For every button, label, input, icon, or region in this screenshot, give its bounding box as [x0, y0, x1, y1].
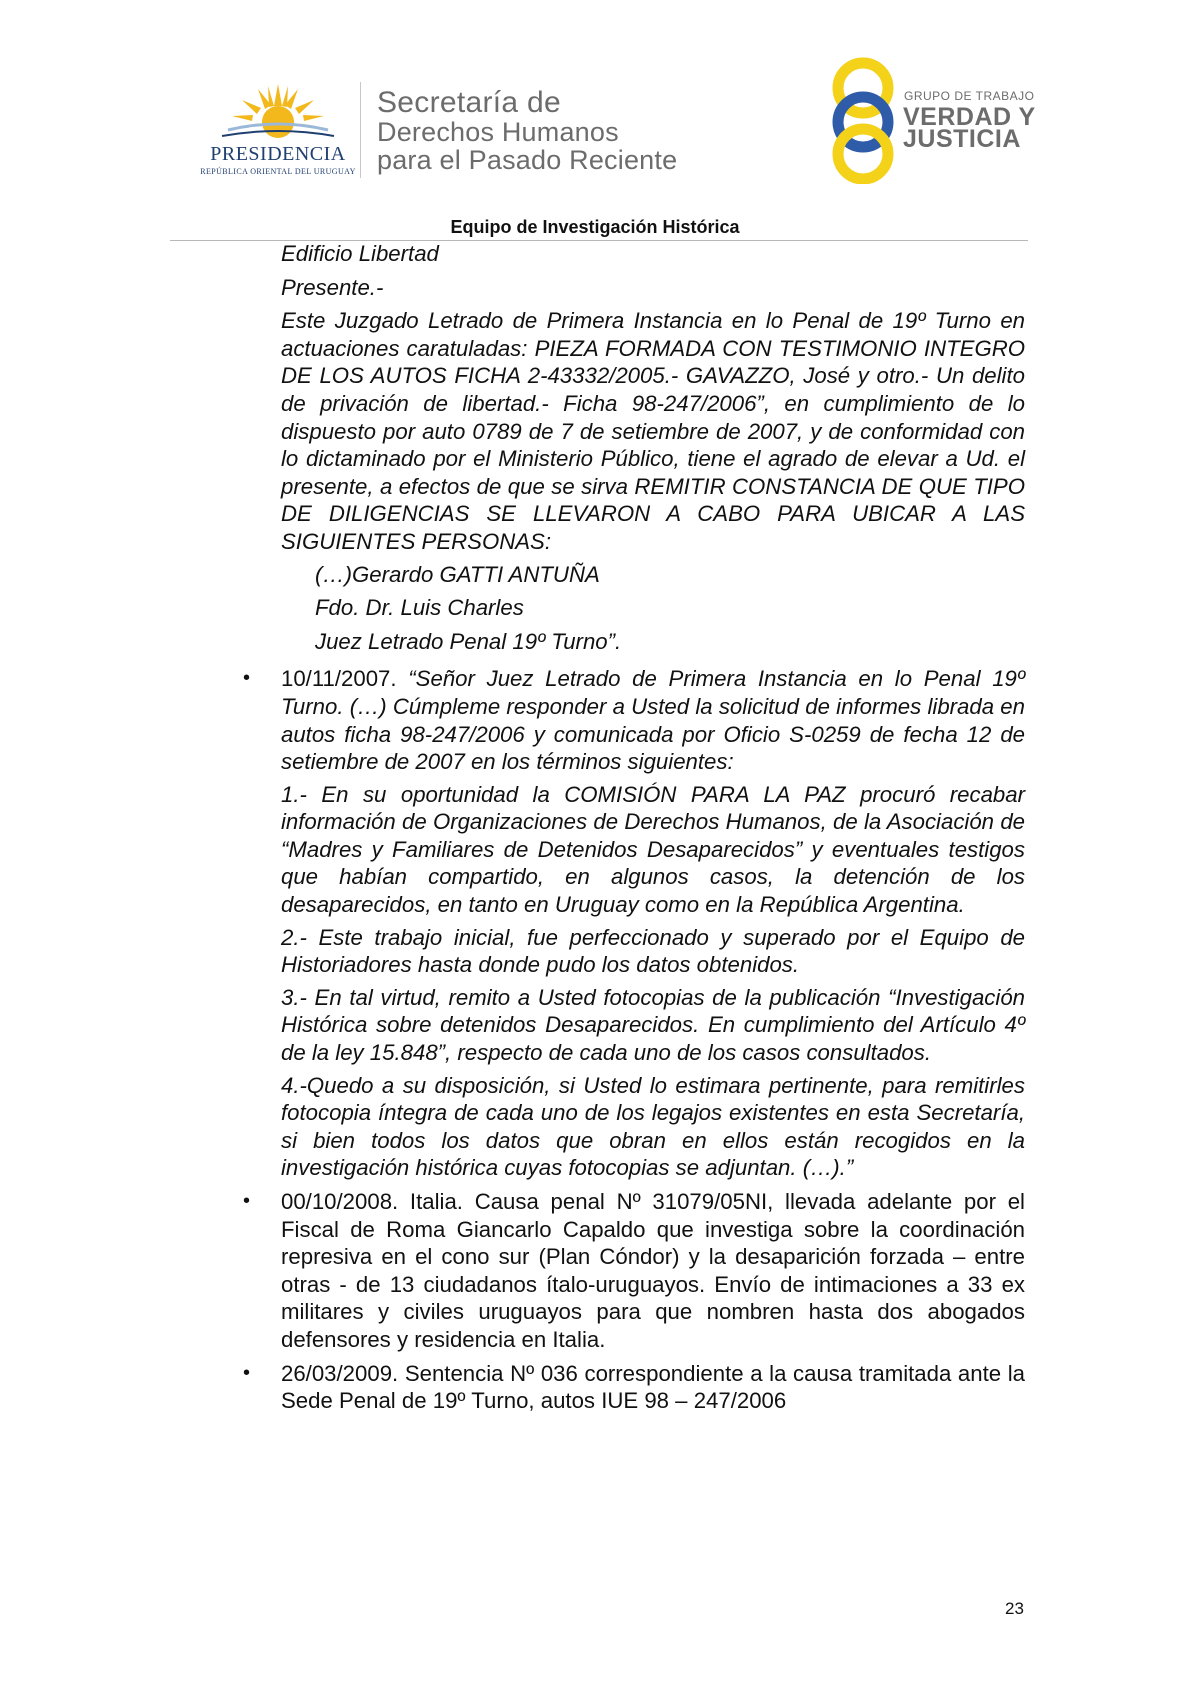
list-item	[243, 665, 1025, 775]
person-name: (…)Gerardo GATTI ANTUÑA	[315, 561, 600, 587]
sun-icon	[198, 76, 358, 146]
greeting-line: Presente.-	[281, 274, 384, 300]
response-item-3: 3.- En tal virtud, remito a Usted fotocopias de la publicación “Investigación Histórica sobre detenidos Desaparecidos. En cumplimiento del Artículo 4º de la ley 15.848”, respecto de cada uno de los casos consultados.	[281, 984, 1025, 1066]
verdad-justicia-logo	[823, 56, 1043, 184]
bullet-paragraph: 00/10/2008. Italia. Causa penal Nº 31079/05NI, llevada adelante por el Fiscal de Roma Giancarlo Capaldo que investiga sobre la coordinación represiva en el cono sur (Plan Cóndor) y la desaparición forzada – entre otras - de 13 ciudadanos ítalo-uruguayos. Envío de intimaciones a 33 ex militares y civiles uruguayos para que nombren hasta dos abogados defensores y residencia en Italia.	[281, 1189, 1025, 1352]
team-title: Equipo de Investigación Histórica	[450, 217, 740, 237]
response-item-1: 1.- En su oportunidad la COMISIÓN PARA LA PAZ procuró recabar información de Organizaciones de Derechos Humanos, de la Asociación de “Madres y Familiares de Detenidos Desaparecidos” y eventuales testigos que habían compartido, en algunos casos, la detención de los desaparecidos, en tanto en Uruguay como en la República Argentina.	[281, 781, 1025, 918]
oficio-paragraph: Este Juzgado Letrado de Primera Instancia en lo Penal de 19º Turno en actuaciones caratuladas: PIEZA FORMADA CON TESTIMONIO INTEGRO DE LOS AUTOS FICHA 2-43332/2005.- GAVAZZO, José y otro.- Un delito de privación de libertad.- Ficha 98-247/2006”, en cumplimiento de lo dispuesto por auto 0789 de 7 de setiembre de 2007, y de conformidad con lo dictaminado por el Ministerio Público, tiene el agrado de elevar a Ud. el presente, a efectos de que se sirva REMITIR CONSTANCIA DE QUE TIPO DE DILIGENCIAS SE LLEVARON A CABO PARA UBICAR A LAS SIGUIENTES PERSONAS:	[281, 308, 1025, 554]
bullet-paragraph	[281, 665, 1025, 775]
bullet-icon: •	[243, 1190, 251, 1212]
secretaria-line-1: Secretaría de	[377, 86, 562, 119]
bullet-paragraph: 26/03/2009. Sentencia Nº 036 correspondiente a la causa tramitada ante la Sede Penal de 19º Turno, autos IUE 98 – 247/2006	[281, 1360, 1025, 1414]
recipient-line: Edificio Libertad	[281, 241, 439, 266]
page-number: 23	[1005, 1599, 1024, 1618]
presidencia-subtitle: REPÚBLICA ORIENTAL DEL URUGUAY	[200, 167, 356, 176]
presidencia-logo	[198, 76, 358, 180]
judge-title: Juez Letrado Penal 19º Turno”.	[315, 628, 622, 654]
bullet-icon: •	[243, 667, 251, 690]
secretaria-title	[377, 88, 677, 174]
response-item-4: 4.-Quedo a su disposición, si Usted lo estimara pertinente, para remitirles fotocopia íntegra de cada uno de los legajos existentes en esta Secretaría, si bien todos los datos que obran en ellos están recogidos en la investigación histórica cuyas fotocopias se adjuntan. (…).”	[281, 1072, 1025, 1181]
interlocked-rings-icon	[823, 56, 903, 184]
presidencia-label: PRESIDENCIA	[210, 143, 346, 165]
grupo-label: GRUPO DE TRABAJO	[904, 89, 1035, 103]
list-item	[243, 1188, 1025, 1354]
logo-divider	[360, 82, 361, 178]
bullet-quote: “Señor Juez Letrado de Primera Instancia en lo Penal 19º Turno. (…) Cúmpleme responder a Usted la solicitud de informes librada en autos ficha 98-247/2006 y comunicada por Oficio S-0259 de fecha 12 de setiembre de 2007 en los términos siguientes:	[281, 666, 1025, 775]
secretaria-line-3: para el Pasado Reciente	[377, 145, 678, 175]
document-body	[243, 240, 1025, 1420]
list-item	[243, 1360, 1025, 1415]
signature-line: Fdo. Dr. Luis Charles	[315, 595, 524, 621]
bullet-date: 10/11/2007.	[281, 666, 397, 692]
grupo-line-2: JUSTICIA	[903, 125, 1021, 153]
response-item-2: 2.- Este trabajo inicial, fue perfeccionado y superado por el Equipo de Historiadores hasta donde pudo los datos obtenidos.	[281, 924, 1025, 978]
grupo-line-1: VERDAD Y	[903, 103, 1036, 131]
bullet-icon: •	[243, 1361, 251, 1384]
secretaria-line-2: Derechos Humanos	[377, 117, 619, 147]
